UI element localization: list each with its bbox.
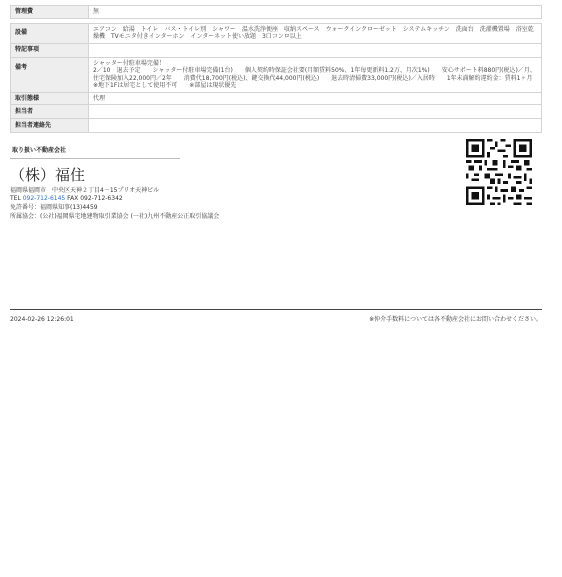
row-tantosha-contact — [11, 119, 542, 133]
value-kanrihi: 無 — [89, 6, 542, 19]
value-torihiki: 代理 — [89, 92, 542, 105]
qr-code-icon — [466, 139, 532, 205]
label-setsubi: 設備 — [11, 23, 89, 43]
company-name: （株）福住 — [10, 165, 86, 184]
row-tokki — [11, 43, 542, 57]
fax-number: FAX 092-712-6342 — [67, 195, 123, 203]
row-setsubi — [11, 23, 542, 43]
row-torihiki — [11, 92, 542, 105]
tel-link[interactable]: 092-712-6145 — [22, 195, 66, 203]
tel-label: TEL — [10, 195, 21, 203]
row-tantosha — [11, 105, 542, 119]
row-biko — [11, 57, 542, 92]
row-kanrihi — [11, 6, 542, 19]
footer-note: ※仲介手数料については各不動産会社にお問い合わせください。 — [369, 316, 542, 323]
info-table — [10, 5, 542, 19]
footer-timestamp: 2024-02-26 12:26:01 — [10, 316, 74, 323]
value-biko: シャッター付駐車場完備！ 2／10 退去予定 シャッター付駐車場完備(1台) 個人契約時保証会社要(月額賃料50%、1年毎更新料1.2万、月次1%) 安心サポート料880円(税込)／月、住宅保険加入22,000円／2年 消費代18,700円(税込)、鍵交換代44,000円(税込) 退去時清掃費33,000円(税込)／入居時 1年未満解約違約金：賃料1ヶ月 ※地下1Fは居宅として使用不可 ※部屋は現状優先 — [89, 57, 542, 92]
info-table-2 — [10, 23, 542, 134]
company-phone-line — [10, 196, 542, 203]
label-kanrihi: 管理費 — [11, 6, 89, 19]
value-setsubi: エアコン 給湯 トイレ バス・トイレ別 シャワー 温水洗浄便座 収納スペース ウォークインクローゼット システムキッチン 洗面台 洗濯機置場 浴室乾燥機 TVモニタ付きインターホン インターネット使い放題 3口コンロ以上 — [89, 23, 542, 43]
company-header: 取り扱い不動産会社 — [10, 145, 180, 159]
label-biko: 備考 — [11, 57, 89, 92]
company-address: 福岡県福岡市 中央区天神２丁目4－15プリオ天神ビル — [10, 186, 160, 194]
value-tantosha-contact — [89, 119, 542, 133]
company-section — [10, 145, 542, 235]
label-torihiki: 取引態様 — [11, 92, 89, 105]
label-tokki: 特記事項 — [11, 43, 89, 57]
company-license: 免許番号：福岡県知事(13)4459 — [10, 204, 98, 212]
company-association: 所属協会：(公社)福岡県宅地建物取引業協会 (一社)九州不動産公正取引協議会 — [10, 213, 220, 221]
value-tantosha — [89, 105, 542, 119]
label-tantosha-contact: 担当者連絡先 — [11, 119, 89, 133]
property-detail — [10, 5, 542, 235]
footer-divider — [10, 309, 542, 310]
label-tantosha: 担当者 — [11, 105, 89, 119]
value-tokki — [89, 43, 542, 57]
